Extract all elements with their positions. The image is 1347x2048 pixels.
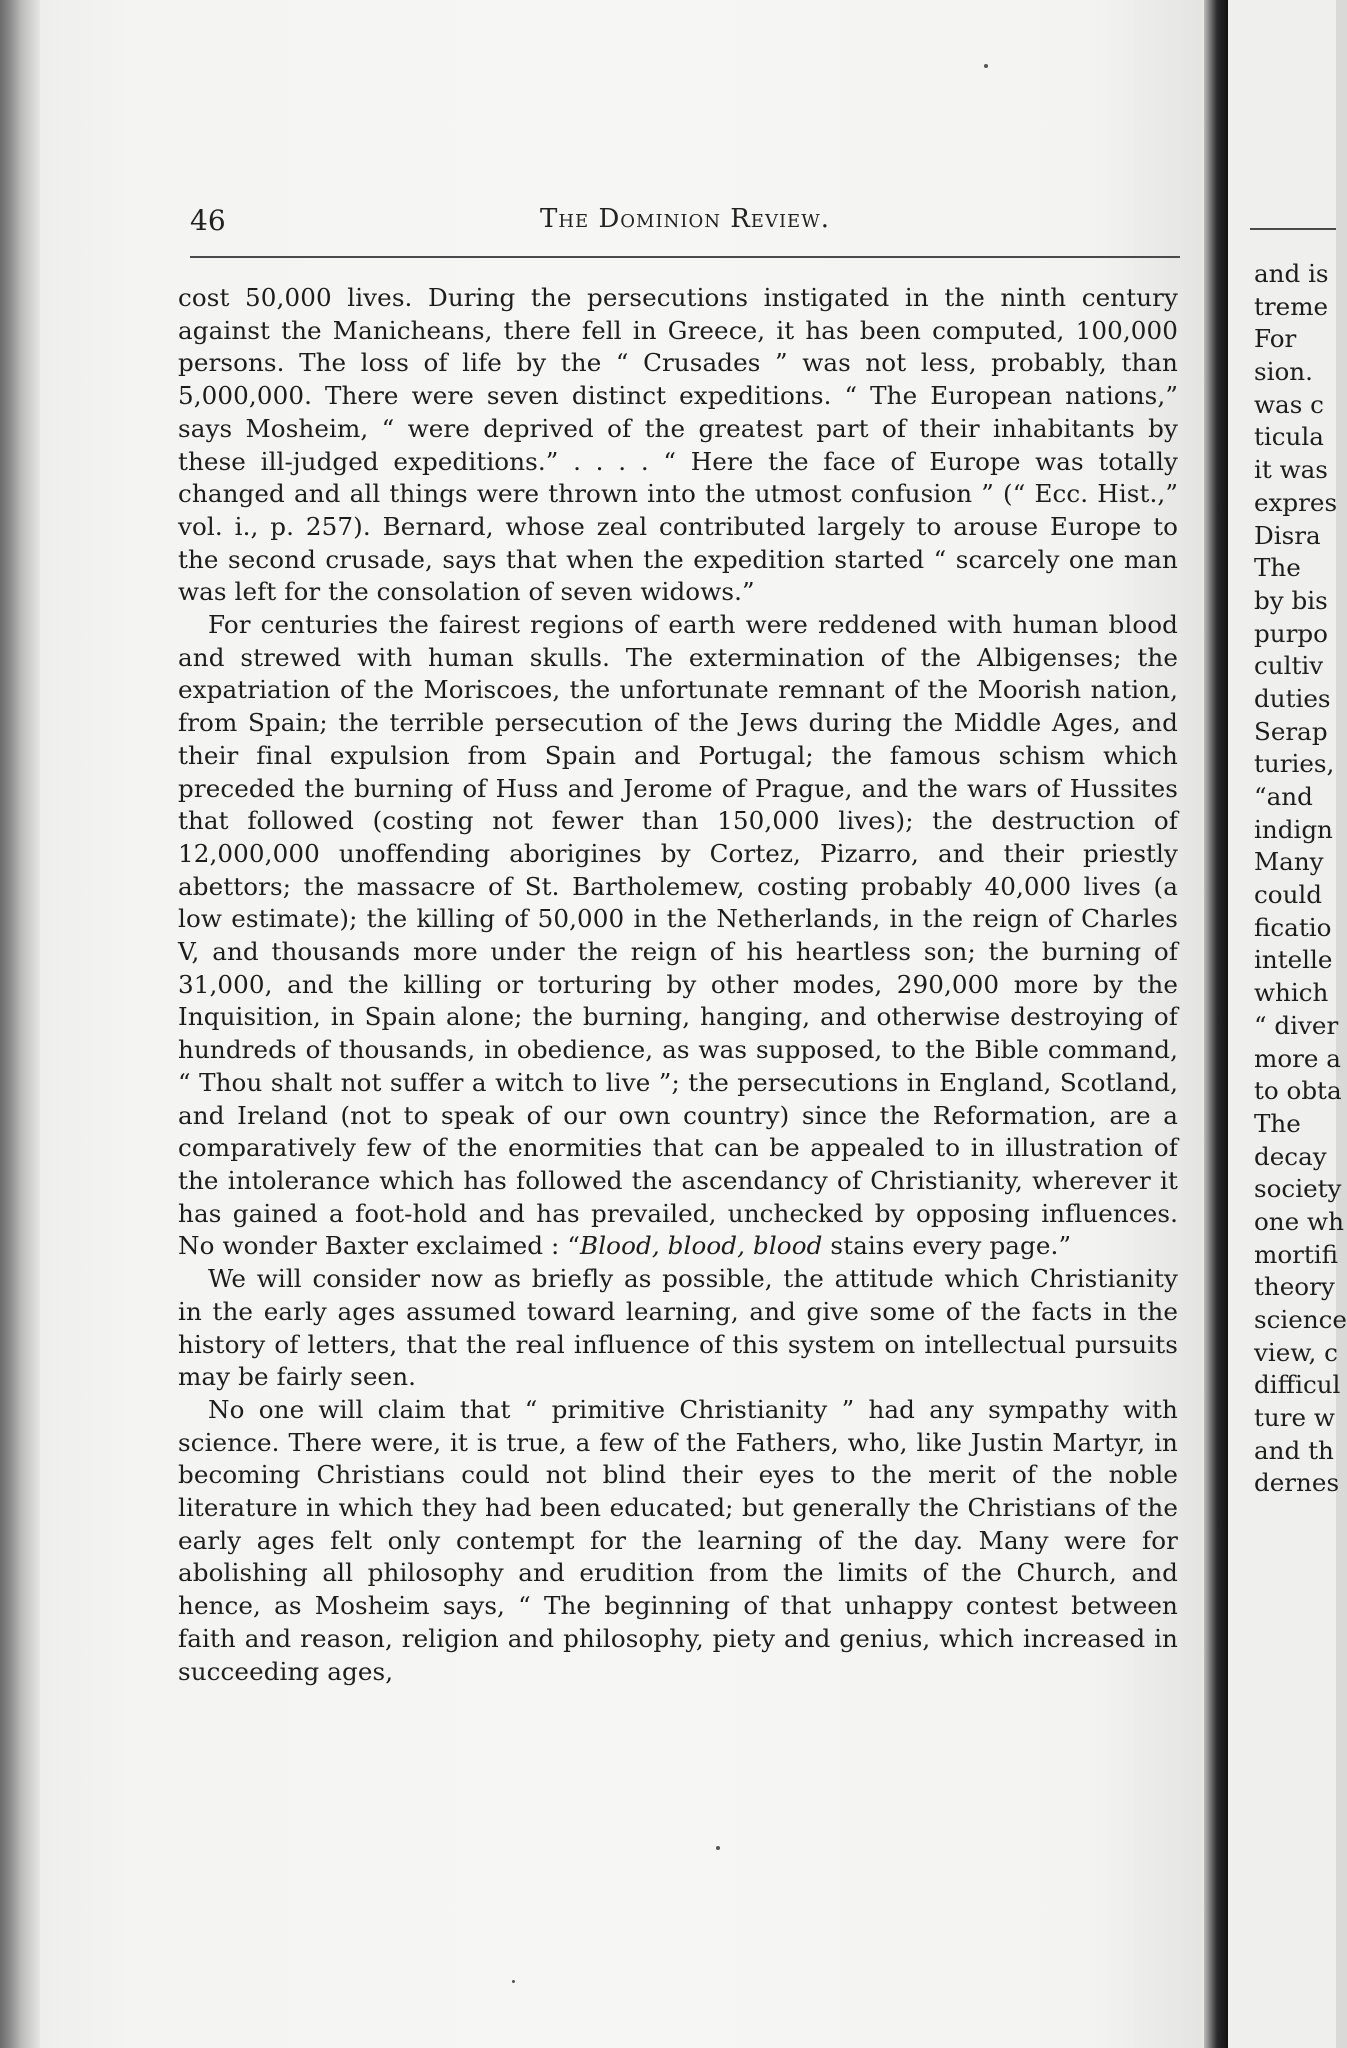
facing-page-header-rule — [1250, 228, 1336, 230]
baxter-quote-italic: Blood, blood, blood — [580, 1231, 823, 1261]
facing-page-line: dernes — [1254, 1468, 1340, 1498]
facing-page-text — [1254, 258, 1347, 1500]
facing-page-line: could — [1254, 880, 1323, 910]
facing-page-line: mortifi — [1254, 1239, 1339, 1269]
facing-page-line: turies, — [1254, 749, 1335, 779]
scan-speck — [984, 64, 988, 68]
facing-page-line: expres — [1254, 487, 1338, 517]
facing-page-line: Disra — [1254, 520, 1321, 550]
paragraph-2 — [178, 609, 1178, 1263]
baxter-quote-tail: stains every page.” — [822, 1231, 1072, 1261]
facing-page-line: ticula — [1254, 422, 1324, 452]
article-body — [178, 282, 1178, 1688]
facing-page-line: The — [1254, 1108, 1301, 1138]
facing-page-line: ficatio — [1254, 912, 1332, 942]
facing-page-line: cultiv — [1254, 651, 1324, 681]
facing-page-line: one wh — [1254, 1206, 1344, 1236]
facing-page-line: and th — [1254, 1435, 1334, 1465]
facing-page-line: more a — [1254, 1043, 1341, 1073]
facing-page-line: The — [1254, 553, 1301, 583]
paragraph-3: We will consider now as briefly as possible, the attitude which Christianity in the early ages assumed toward learning, and give some of the facts in the history of letters, that the real influence of this system on intellectual pursuits may be fairly seen. — [178, 1264, 1178, 1392]
facing-page-line: society — [1254, 1174, 1342, 1204]
facing-page-line: which — [1254, 978, 1329, 1008]
facing-page-line: and is — [1254, 259, 1329, 288]
header-rule — [190, 256, 1180, 258]
book-gutter — [1204, 0, 1228, 2048]
scan-left-margin — [0, 0, 40, 2048]
facing-page-line: Many — [1254, 847, 1324, 877]
facing-page-line: “and — [1254, 782, 1313, 811]
facing-page-line: indign — [1254, 814, 1333, 844]
facing-page-line: by bis — [1254, 585, 1328, 615]
facing-page-line: For — [1254, 324, 1297, 354]
facing-page-line: view, c — [1254, 1337, 1338, 1367]
page-header — [190, 204, 1180, 240]
paragraph-4: No one will claim that “ primitive Christianity ” had any sympathy with science. There were, it is true, a few of the Fathers, who, like Justin Martyr, in becoming Christians could not blind their eyes to the merit of the noble literature in which they had been educated; but generally the Christians of the early ages felt only contempt for the learning of the day. Many were for abolishing all philosophy and erudition from the limits of the Church, and hence, as Mosheim says, “ The beginning of that unhappy contest between faith and reason, religion and philosophy, piety and genius, which increased in succeeding ages, — [178, 1394, 1178, 1686]
facing-page-line: was c — [1254, 389, 1324, 419]
facing-page-line: treme — [1254, 291, 1329, 321]
facing-page-line: to obta — [1254, 1076, 1342, 1106]
facing-page-line: decay — [1254, 1141, 1327, 1171]
facing-page-line: it was — [1254, 455, 1328, 485]
facing-page-line: ture w — [1254, 1403, 1335, 1433]
scan-speck — [512, 1980, 515, 1983]
paragraph-2-text: For centuries the fairest regions of earth were reddened with human blood and strewed with human skulls. The extermination of the Albigenses; the expatriation of the Moriscoes, the unfortunate remnant of the Moorish nation, from Spain; the terrible persecution of the Jews during the Middle Ages, and their final expulsion from Spain and Portugal; the famous schism which preceded the burning of Huss and Jerome of Prague, and the wars of Hussites that followed (costing not fewer than 150,000 lives); the destruction of 12,000,000 unoffending aborigines by Cortez, Pizarro, and their priestly abettors; the massacre of St. Bartholemew, costing probably 40,000 lives (a low estimate); the killing of 50,000 in the Netherlands, in the reign of Charles V, and thousands more under the reign of his heartless son; the burning of 31,000, and the killing or torturing by other modes, 290,000 more by the Inquisition, in Spain alone; the burning, hanging, and otherwise destroying of hundreds of thousands, in obedience, as was supposed, to the Bible command, “ Thou shalt not suffer a witch to live ”; the persecutions in England, Scotland, and Ireland (not to speak of our own country) since the Reformation, are a comparatively few of the enormities that can be appealed to in illustration of the intolerance which has followed the ascendancy of Christianity, wherever it has gained a foot-hold and has prevailed, unchecked by opposing influences. No wonder Baxter exclaimed : “ — [178, 610, 1178, 1261]
facing-page-line: purpo — [1254, 618, 1328, 648]
running-title: The Dominion Review. — [540, 204, 830, 234]
scan-speck — [716, 1846, 720, 1850]
facing-page-line: Serap — [1254, 716, 1328, 746]
paragraph-1: cost 50,000 lives. During the persecutions instigated in the ninth century against the Manicheans, there fell in Greece, it has been computed, 100,000 persons. The loss of life by the “ Crusades ” was not less, probably, than 5,000,000. There were seven distinct expeditions. “ The European nations,” says Mosheim, “ were deprived of the greatest part of their inhabitants by these ill-judged expeditions.” . . . . “ Here the face of Europe was totally changed and all things were thrown into the utmost confusion ” (“ Ecc. Hist.,” vol. i., p. 257). Bernard, whose zeal contributed largely to arouse Europe to the second crusade, says that when the expedition started “ scarcely one man was left for the consolation of seven widows.” — [178, 283, 1178, 607]
facing-page-line: science — [1254, 1305, 1347, 1334]
page-number: 46 — [190, 204, 226, 237]
facing-page-line: sion. — [1254, 357, 1313, 387]
facing-page-line: “ diver — [1254, 1010, 1339, 1040]
facing-page-line: theory — [1254, 1272, 1335, 1302]
facing-page-line: difficul — [1254, 1370, 1341, 1400]
facing-page-line: intelle — [1254, 945, 1333, 975]
facing-page-line: duties — [1254, 683, 1331, 713]
